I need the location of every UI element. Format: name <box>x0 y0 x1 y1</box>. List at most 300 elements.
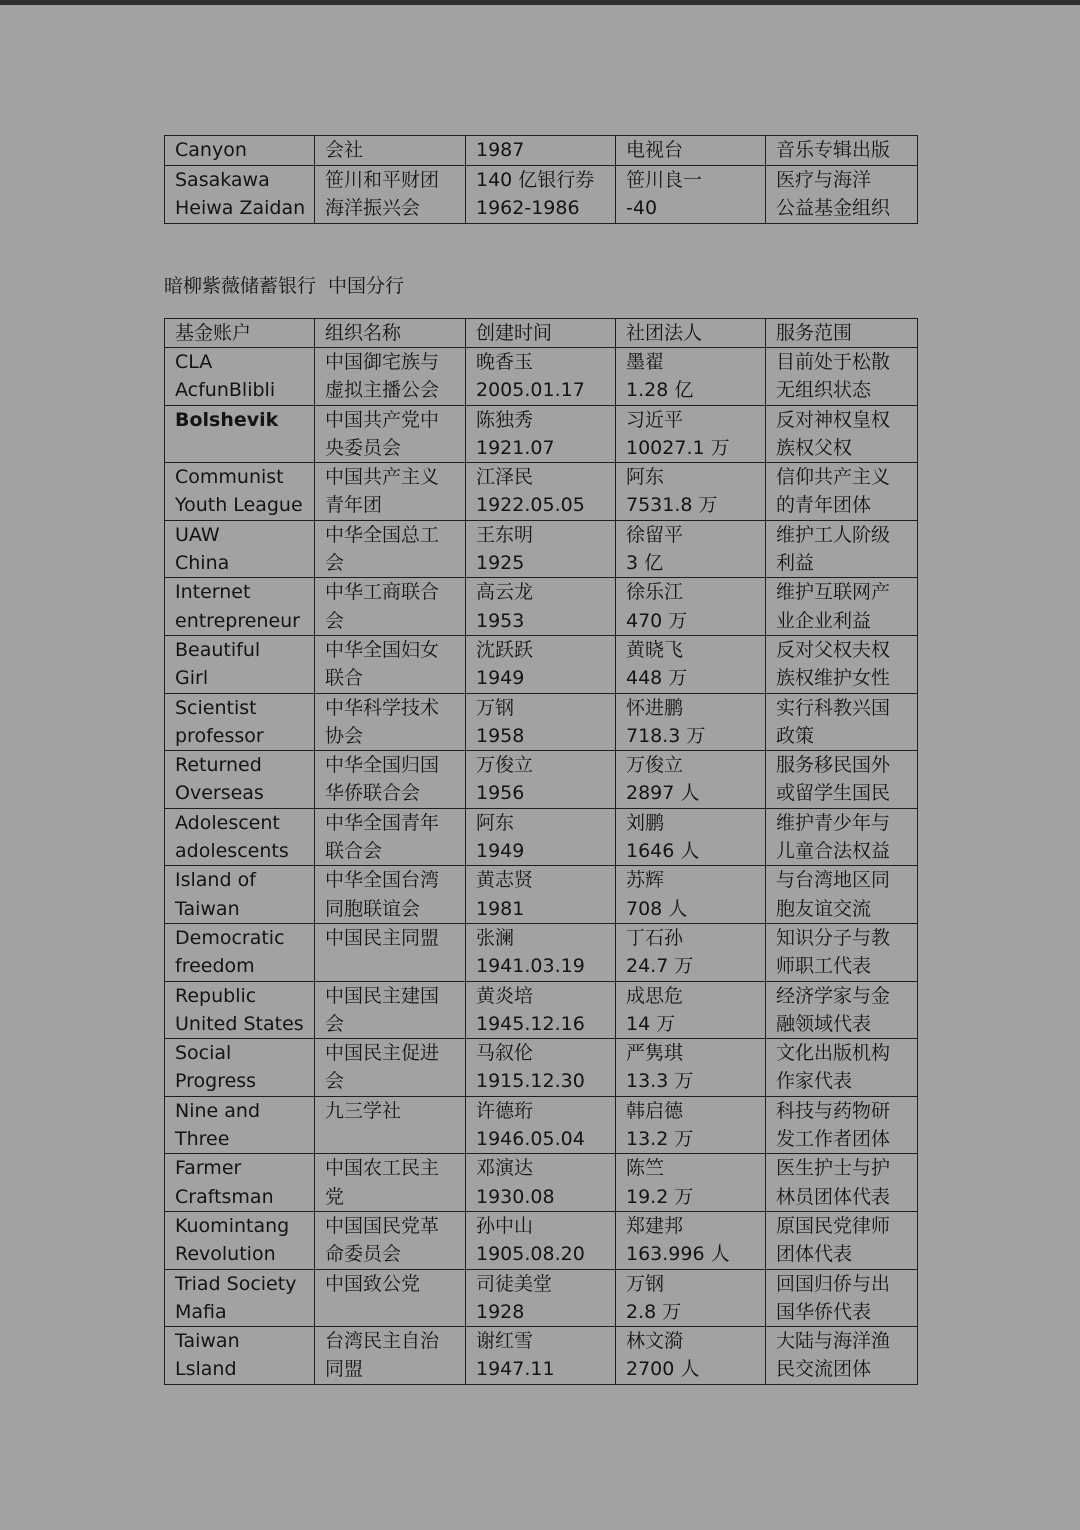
cell-line: 韩启德 <box>626 1099 684 1122</box>
cell-org-name <box>315 463 466 521</box>
cell-line: 维护青少年与 <box>776 811 891 834</box>
cell-legal-rep <box>616 1327 766 1385</box>
cell-legal-rep <box>616 1096 766 1154</box>
cell-line: entrepreneur <box>175 609 300 632</box>
cell-line: 黄晓飞 <box>626 638 684 661</box>
cell-org-name <box>315 635 466 693</box>
cell-line: 严隽琪 <box>626 1042 684 1065</box>
cell-account <box>165 1154 315 1212</box>
cell-line: 丁石孙 <box>626 926 684 949</box>
cell-line: 中国共产党中 <box>325 408 440 431</box>
cell-line: 林文漪 <box>626 1330 684 1353</box>
cell-line: Overseas <box>175 782 264 805</box>
cell-founded <box>466 751 616 809</box>
cell-account <box>165 1096 315 1154</box>
cell-founded <box>466 463 616 521</box>
cell-line: 邓演达 <box>476 1157 534 1180</box>
cell-line: 反对父权夫权 <box>776 638 891 661</box>
cell-account <box>165 165 315 223</box>
organization-table-top <box>164 135 918 224</box>
cell-account <box>165 981 315 1039</box>
cell-line: Farmer <box>175 1157 242 1180</box>
cell-line: 晚香玉 <box>476 351 534 373</box>
cell-line: Returned <box>175 754 262 777</box>
cell-line: 黄志贤 <box>476 869 534 892</box>
cell-line: 万钢 <box>626 1272 665 1295</box>
bank-caption <box>164 272 404 300</box>
cell-line: 维护工人阶级 <box>776 523 891 546</box>
cell-account <box>165 1269 315 1327</box>
cell-line: 音乐专辑出版 <box>776 139 891 161</box>
cell-line: 的青年团体 <box>776 494 872 517</box>
cell-service-scope <box>766 1327 918 1385</box>
top-edge-bar <box>0 0 1080 5</box>
cell-line: professor <box>175 724 264 747</box>
cell-line: 陈独秀 <box>476 408 534 431</box>
fund-accounts-table <box>164 318 918 1385</box>
table-row <box>165 635 918 693</box>
cell-line: 1922.05.05 <box>476 494 585 517</box>
cell-service-scope <box>766 751 918 809</box>
cell-line: AcfunBlibli <box>175 379 276 402</box>
cell-legal-rep <box>616 751 766 809</box>
cell-line: 习近平 <box>626 408 684 431</box>
cell-line: 中国民主同盟 <box>325 926 440 949</box>
cell-service-scope <box>766 405 918 463</box>
header-service-scope: 服务范围 <box>766 319 918 348</box>
cell-legal-rep <box>616 1211 766 1269</box>
cell-line: Girl <box>175 667 209 690</box>
cell-account <box>165 405 315 463</box>
cell-service-scope <box>766 578 918 636</box>
cell-founded <box>466 1039 616 1097</box>
cell-line: 团体代表 <box>776 1243 853 1266</box>
cell-org-name <box>315 348 466 406</box>
cell-line: Taiwan <box>175 1330 240 1353</box>
cell-line: 国华侨代表 <box>776 1300 872 1323</box>
cell-org-name <box>315 1154 466 1212</box>
cell-service-scope <box>766 635 918 693</box>
cell-founded <box>466 1327 616 1385</box>
cell-line: 墨翟 <box>626 351 665 373</box>
table-row <box>165 578 918 636</box>
cell-line: 沈跃跃 <box>476 638 534 661</box>
cell-line: 电视台 <box>626 139 684 161</box>
table-row <box>165 808 918 866</box>
table-row <box>165 866 918 924</box>
cell-line: 3 亿 <box>626 552 664 575</box>
cell-line: 24.7 万 <box>626 955 694 978</box>
cell-service-scope <box>766 923 918 981</box>
cell-line: 族权维护女性 <box>776 667 891 690</box>
cell-line: 作家代表 <box>776 1070 853 1093</box>
bank-name: 暗柳紫薇储蓄银行 <box>164 275 317 297</box>
cell-line: 同盟 <box>325 1358 364 1381</box>
cell-founded <box>466 405 616 463</box>
cell-line: Democratic <box>175 926 285 949</box>
cell-line: Lsland <box>175 1358 237 1381</box>
cell-line: 718.3 万 <box>626 724 706 747</box>
cell-account <box>165 578 315 636</box>
cell-line: 成思危 <box>626 984 684 1007</box>
cell-line: 1945.12.16 <box>476 1012 585 1035</box>
cell-line: 1981 <box>476 897 525 920</box>
cell-line: Three <box>175 1128 230 1151</box>
cell-service-scope <box>766 1039 918 1097</box>
cell-line: 中华全国总工 <box>325 523 440 546</box>
cell-line: 海洋振兴会 <box>325 197 421 219</box>
cell-line: 政策 <box>776 724 815 747</box>
cell-line: 张澜 <box>476 926 515 949</box>
cell-legal-rep <box>616 165 766 223</box>
cell-line: Kuomintang <box>175 1214 290 1237</box>
table-row <box>165 981 918 1039</box>
cell-line: 中国致公党 <box>325 1272 421 1295</box>
cell-line: 中国农工民主 <box>325 1157 440 1180</box>
cell-legal-rep <box>616 520 766 578</box>
cell-line: 笹川和平财团 <box>325 168 440 191</box>
cell-line: 或留学生国民 <box>776 782 891 805</box>
table-row <box>165 1096 918 1154</box>
cell-line: 九三学社 <box>325 1099 402 1122</box>
header-org-name: 组织名称 <box>315 319 466 348</box>
cell-line: Communist <box>175 466 284 489</box>
cell-service-scope <box>766 1154 918 1212</box>
cell-line: 反对神权皇权 <box>776 408 891 431</box>
cell-line: 无组织状态 <box>776 379 872 402</box>
cell-line: 郑建邦 <box>626 1214 684 1237</box>
cell-account <box>165 635 315 693</box>
cell-line: 央委员会 <box>325 436 402 459</box>
cell-account <box>165 348 315 406</box>
cell-line: 1953 <box>476 609 525 632</box>
cell-line: 谢红雪 <box>476 1330 534 1353</box>
cell-line: 司徒美堂 <box>476 1272 553 1295</box>
cell-line: 1956 <box>476 782 525 805</box>
cell-org-name <box>315 520 466 578</box>
table-row <box>165 1211 918 1269</box>
cell-line: 1947.11 <box>476 1358 555 1381</box>
cell-line: 1930.08 <box>476 1185 555 1208</box>
cell-line: 服务移民国外 <box>776 754 891 777</box>
cell-legal-rep <box>616 348 766 406</box>
cell-line: 2700 人 <box>626 1358 700 1381</box>
cell-line: 协会 <box>325 724 364 747</box>
cell-line: China <box>175 552 230 575</box>
cell-line: 1.28 亿 <box>626 379 694 402</box>
cell-line: 1941.03.19 <box>476 955 585 978</box>
table-row <box>165 751 918 809</box>
table-row <box>165 136 918 166</box>
cell-org-name <box>315 136 466 166</box>
cell-org-name <box>315 578 466 636</box>
cell-line: 中国共产主义 <box>325 466 440 489</box>
cell-line: 中华全国妇女 <box>325 638 440 661</box>
cell-legal-rep <box>616 808 766 866</box>
cell-line: 维护互联网产 <box>776 581 891 604</box>
cell-service-scope <box>766 520 918 578</box>
cell-line: Canyon <box>175 139 247 161</box>
cell-line: 会 <box>325 1012 345 1035</box>
cell-line: Adolescent <box>175 811 280 834</box>
cell-line: CLA <box>175 351 213 373</box>
cell-legal-rep <box>616 1269 766 1327</box>
cell-line: 大陆与海洋渔 <box>776 1330 891 1353</box>
table-row <box>165 463 918 521</box>
table-row <box>165 1154 918 1212</box>
cell-line: 回国归侨与出 <box>776 1272 891 1295</box>
cell-founded <box>466 693 616 751</box>
cell-legal-rep <box>616 923 766 981</box>
cell-org-name <box>315 1211 466 1269</box>
cell-line: 1646 人 <box>626 840 700 863</box>
cell-line: 阿东 <box>476 811 515 834</box>
cell-line: 徐乐江 <box>626 581 684 604</box>
cell-founded <box>466 136 616 166</box>
cell-line: 会 <box>325 1070 345 1093</box>
cell-line: 医疗与海洋 <box>776 168 872 191</box>
cell-line: Internet <box>175 581 251 604</box>
cell-line: 中华科学技术 <box>325 696 440 719</box>
cell-line: 10027.1 万 <box>626 436 730 459</box>
cell-line: 发工作者团体 <box>776 1128 891 1151</box>
cell-line: 医生护士与护 <box>776 1157 891 1180</box>
cell-line: Sasakawa <box>175 168 270 191</box>
cell-line: 青年团 <box>325 494 383 517</box>
cell-line: 中国民主建国 <box>325 984 440 1007</box>
cell-line: 会 <box>325 552 345 575</box>
cell-org-name <box>315 1039 466 1097</box>
cell-line: 刘鹏 <box>626 811 665 834</box>
cell-org-name <box>315 165 466 223</box>
cell-account <box>165 520 315 578</box>
cell-line: 1949 <box>476 840 525 863</box>
header-founded: 创建时间 <box>466 319 616 348</box>
cell-line: 族权父权 <box>776 436 853 459</box>
cell-line: -40 <box>626 197 658 219</box>
cell-service-scope <box>766 866 918 924</box>
cell-service-scope <box>766 981 918 1039</box>
header-legal-rep: 社团法人 <box>616 319 766 348</box>
cell-service-scope <box>766 1096 918 1154</box>
cell-founded <box>466 1154 616 1212</box>
cell-line: Island of <box>175 869 256 892</box>
cell-org-name <box>315 808 466 866</box>
cell-founded <box>466 981 616 1039</box>
cell-founded <box>466 808 616 866</box>
cell-org-name <box>315 1269 466 1327</box>
cell-line: 江泽民 <box>476 466 534 489</box>
cell-line: Heiwa Zaidan <box>175 197 306 219</box>
cell-line: 470 万 <box>626 609 688 632</box>
cell-line: 中华全国归国 <box>325 754 440 777</box>
cell-account <box>165 1327 315 1385</box>
cell-service-scope <box>766 165 918 223</box>
cell-line: 业企业利益 <box>776 609 872 632</box>
cell-line: UAW <box>175 523 220 546</box>
cell-line: 1905.08.20 <box>476 1243 585 1266</box>
cell-line: Social <box>175 1042 232 1065</box>
cell-line: 1949 <box>476 667 525 690</box>
cell-line: 中华全国青年 <box>325 811 440 834</box>
cell-line: 中华全国台湾 <box>325 869 440 892</box>
cell-line: 联合会 <box>325 840 383 863</box>
cell-line: Scientist <box>175 696 257 719</box>
cell-line: 中国国民党革 <box>325 1214 440 1237</box>
cell-service-scope <box>766 693 918 751</box>
cell-founded <box>466 165 616 223</box>
table-header-row <box>165 319 918 348</box>
cell-org-name <box>315 693 466 751</box>
cell-line: 7531.8 万 <box>626 494 718 517</box>
cell-account <box>165 866 315 924</box>
cell-line: 利益 <box>776 552 815 575</box>
cell-line: 万钢 <box>476 696 515 719</box>
cell-line: 2.8 万 <box>626 1300 682 1323</box>
cell-org-name <box>315 751 466 809</box>
cell-legal-rep <box>616 635 766 693</box>
cell-account <box>165 693 315 751</box>
cell-service-scope <box>766 348 918 406</box>
table-row <box>165 405 918 463</box>
cell-org-name <box>315 1327 466 1385</box>
cell-legal-rep <box>616 1039 766 1097</box>
cell-line: 陈竺 <box>626 1157 665 1180</box>
cell-line: 19.2 万 <box>626 1185 694 1208</box>
cell-founded <box>466 348 616 406</box>
cell-line: 阿东 <box>626 466 665 489</box>
cell-line: 知识分子与教 <box>776 926 891 949</box>
cell-org-name <box>315 923 466 981</box>
cell-line: 党 <box>325 1185 345 1208</box>
table-row <box>165 923 918 981</box>
cell-account <box>165 808 315 866</box>
cell-line: 中国御宅族与 <box>325 351 440 373</box>
cell-legal-rep <box>616 136 766 166</box>
cell-line: 信仰共产主义 <box>776 466 891 489</box>
branch-name: 中国分行 <box>328 275 405 297</box>
cell-line: 140 亿银行券 <box>476 168 595 191</box>
cell-account <box>165 751 315 809</box>
cell-line: 联合 <box>325 667 364 690</box>
cell-founded <box>466 578 616 636</box>
cell-line: 实行科教兴国 <box>776 696 891 719</box>
cell-line: 中国民主促进 <box>325 1042 440 1065</box>
cell-legal-rep <box>616 1154 766 1212</box>
cell-founded <box>466 866 616 924</box>
cell-line: 1915.12.30 <box>476 1070 585 1093</box>
cell-org-name <box>315 1096 466 1154</box>
cell-line: 原国民党律师 <box>776 1214 891 1237</box>
cell-line: 中华工商联合 <box>325 581 440 604</box>
cell-line: 科技与药物研 <box>776 1099 891 1122</box>
table-row <box>165 1269 918 1327</box>
cell-service-scope <box>766 136 918 166</box>
cell-line: adolescents <box>175 840 289 863</box>
cell-line: Youth League <box>175 494 303 517</box>
cell-legal-rep <box>616 693 766 751</box>
cell-line: 与台湾地区同 <box>776 869 891 892</box>
cell-line: 华侨联合会 <box>325 782 421 805</box>
cell-legal-rep <box>616 981 766 1039</box>
cell-line: 笹川良一 <box>626 168 703 191</box>
cell-legal-rep <box>616 866 766 924</box>
cell-line: 胞友谊交流 <box>776 897 872 920</box>
cell-account <box>165 1039 315 1097</box>
cell-line: 13.3 万 <box>626 1070 694 1093</box>
cell-legal-rep <box>616 405 766 463</box>
cell-line: 马叙伦 <box>476 1042 534 1065</box>
cell-line: 孙中山 <box>476 1214 534 1237</box>
cell-line: Beautiful <box>175 638 261 661</box>
table-row <box>165 1039 918 1097</box>
cell-line: Bolshevik <box>175 408 279 431</box>
cell-line: 师职工代表 <box>776 955 872 978</box>
cell-legal-rep <box>616 578 766 636</box>
cell-line: freedom <box>175 955 255 978</box>
cell-line: 经济学家与金 <box>776 984 891 1007</box>
cell-founded <box>466 520 616 578</box>
cell-line: Triad Society <box>175 1272 297 1295</box>
cell-org-name <box>315 866 466 924</box>
cell-account <box>165 136 315 166</box>
cell-founded <box>466 1096 616 1154</box>
table-row <box>165 693 918 751</box>
cell-line: 黄炎培 <box>476 984 534 1007</box>
cell-founded <box>466 923 616 981</box>
cell-line: United States <box>175 1012 304 1035</box>
cell-line: 1987 <box>476 139 525 161</box>
cell-account <box>165 463 315 521</box>
cell-founded <box>466 1269 616 1327</box>
cell-line: 怀进鹏 <box>626 696 684 719</box>
cell-line: 民交流团体 <box>776 1358 872 1381</box>
cell-line: 文化出版机构 <box>776 1042 891 1065</box>
table-row <box>165 348 918 406</box>
cell-org-name <box>315 981 466 1039</box>
cell-line: 14 万 <box>626 1012 676 1035</box>
cell-account <box>165 923 315 981</box>
cell-line: 1928 <box>476 1300 525 1323</box>
cell-line: 1958 <box>476 724 525 747</box>
cell-line: 2005.01.17 <box>476 379 585 402</box>
cell-service-scope <box>766 1211 918 1269</box>
cell-line: Progress <box>175 1070 257 1093</box>
cell-line: 708 人 <box>626 897 688 920</box>
cell-founded <box>466 1211 616 1269</box>
cell-line: 王东明 <box>476 523 534 546</box>
header-account: 基金账户 <box>165 319 315 348</box>
cell-account <box>165 1211 315 1269</box>
cell-line: 虚拟主播公会 <box>325 379 440 402</box>
cell-line: Revolution <box>175 1243 276 1266</box>
cell-line: 徐留平 <box>626 523 684 546</box>
cell-org-name <box>315 405 466 463</box>
cell-line: 1946.05.04 <box>476 1128 585 1151</box>
cell-line: 448 万 <box>626 667 688 690</box>
cell-line: 1962-1986 <box>476 197 580 219</box>
cell-line: 命委员会 <box>325 1243 402 1266</box>
cell-line: 台湾民主自治 <box>325 1330 440 1353</box>
cell-line: 高云龙 <box>476 581 534 604</box>
cell-line: 会 <box>325 609 345 632</box>
table-row <box>165 1327 918 1385</box>
cell-line: 万俊立 <box>626 754 684 777</box>
cell-line: 许德珩 <box>476 1099 534 1122</box>
cell-line: 13.2 万 <box>626 1128 694 1151</box>
cell-line: Republic <box>175 984 257 1007</box>
cell-line: 2897 人 <box>626 782 700 805</box>
